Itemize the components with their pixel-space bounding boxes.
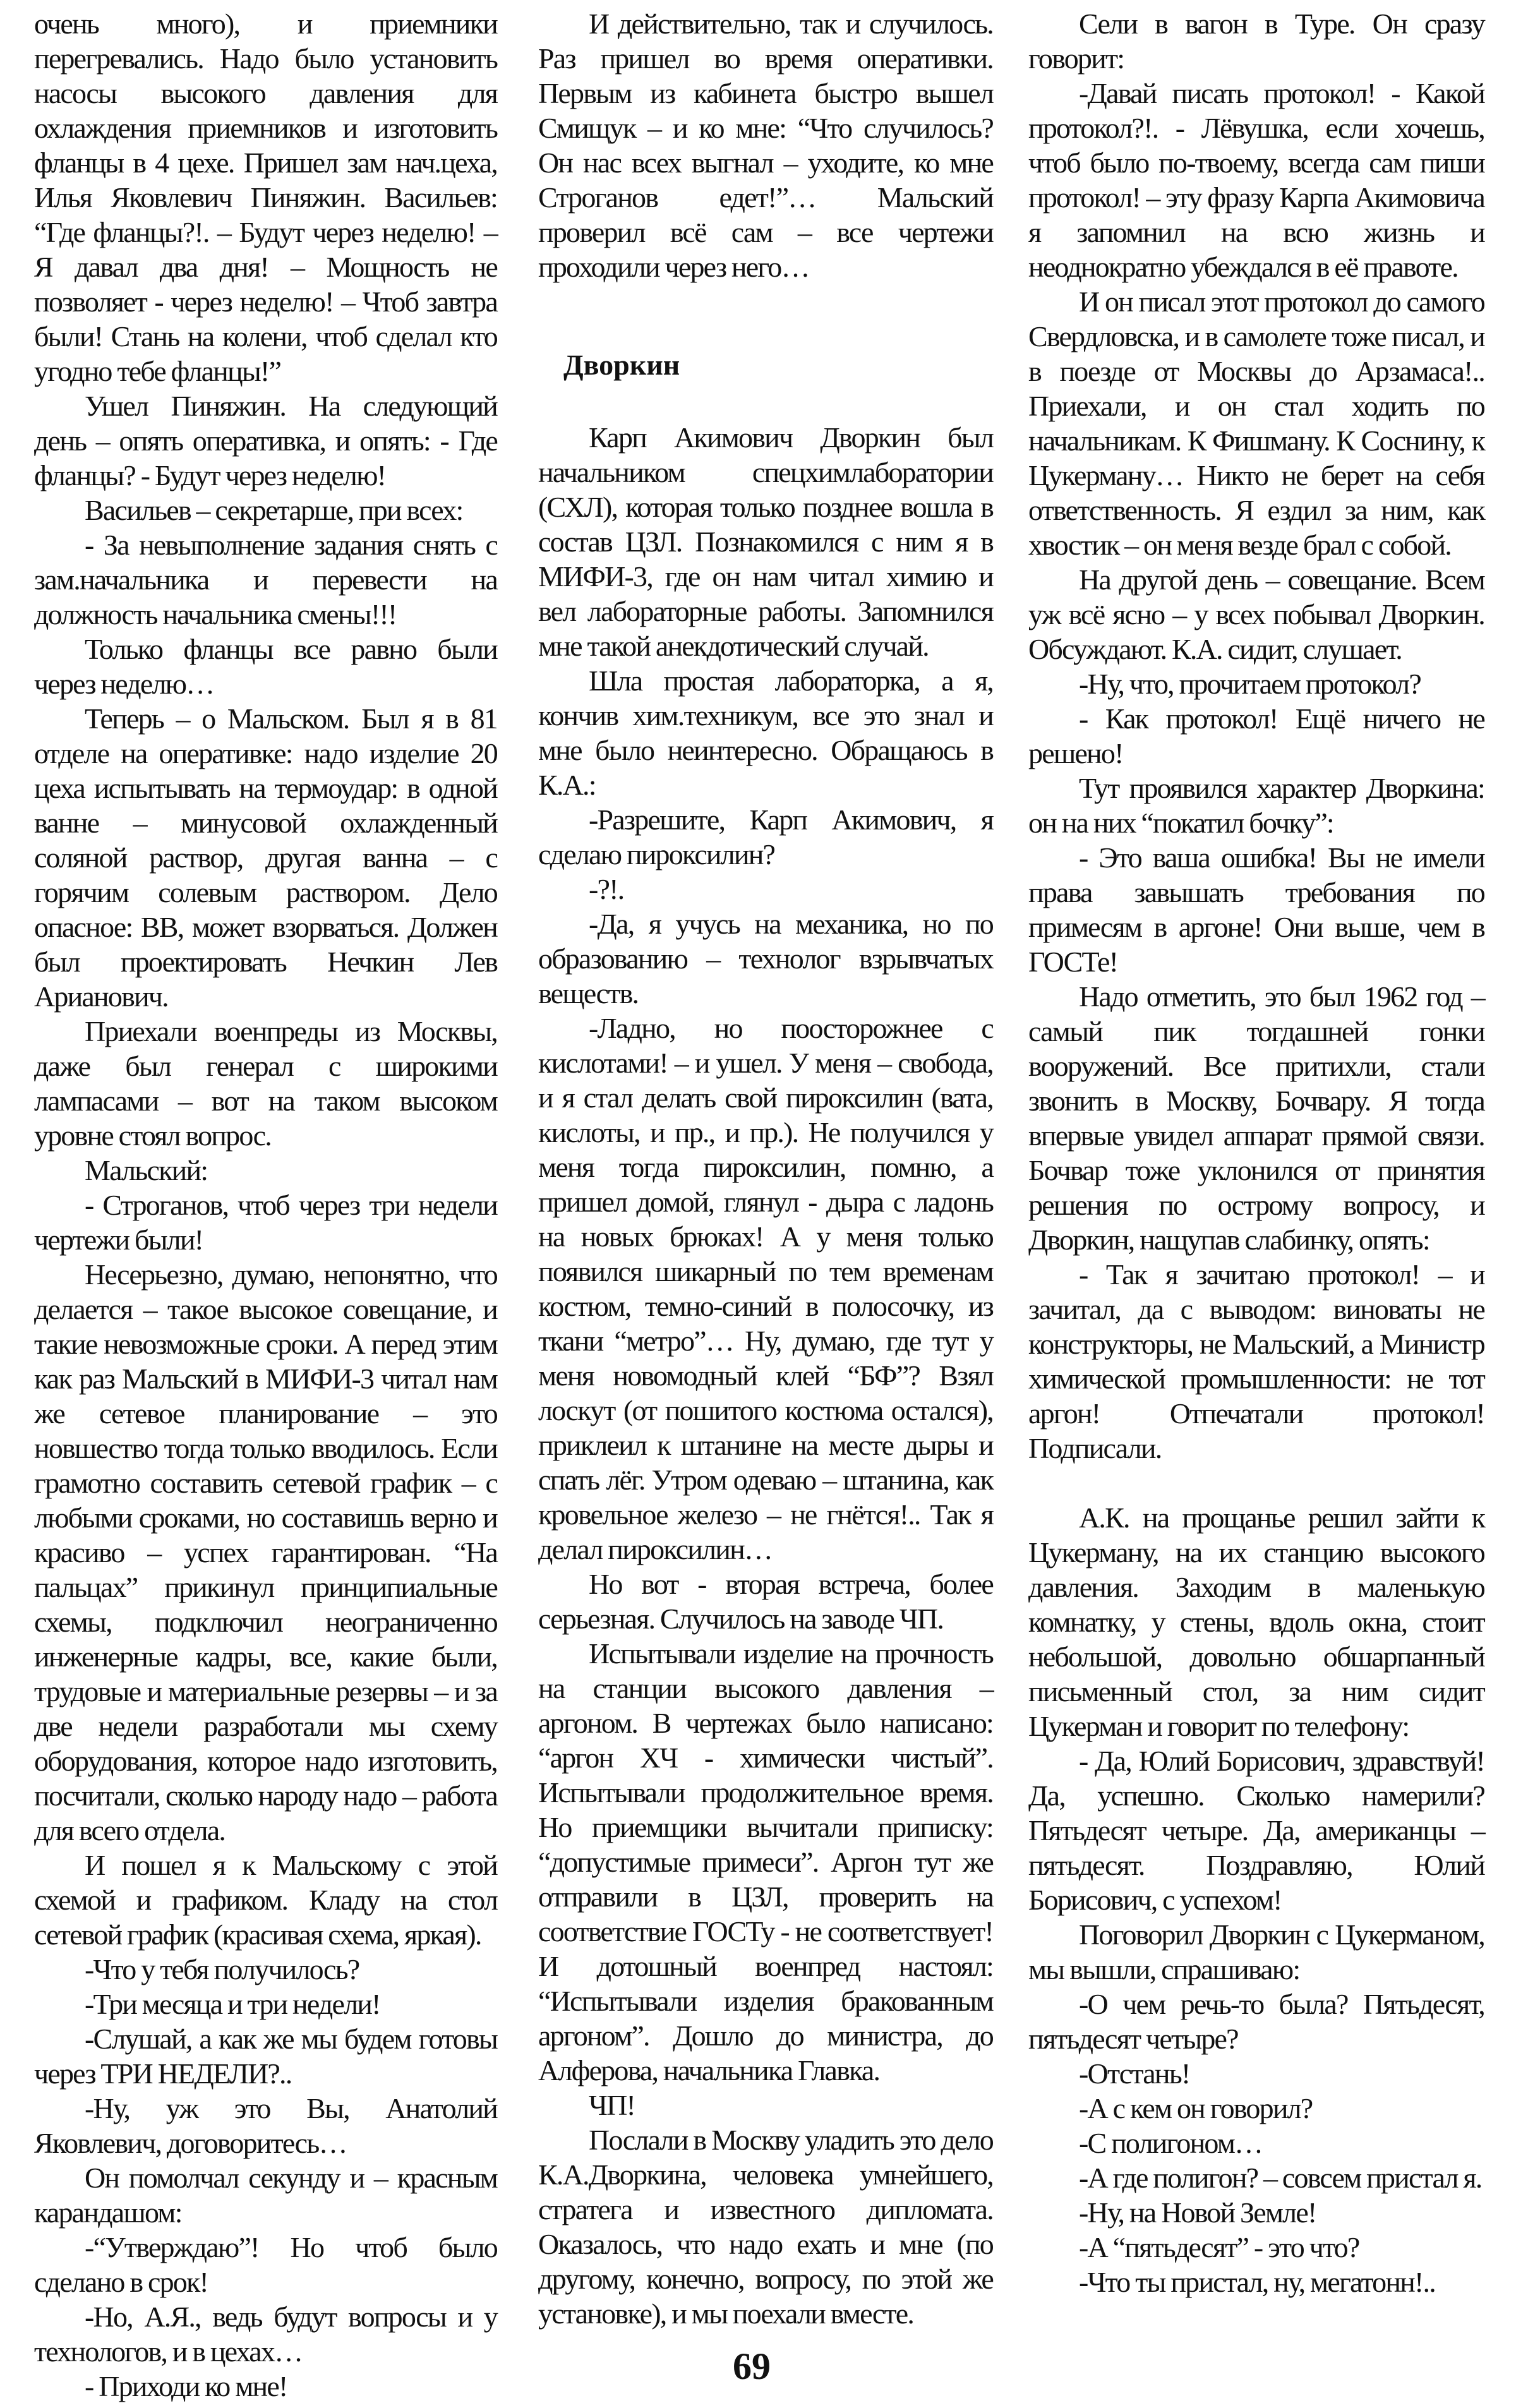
paragraph: На другой день – совещание. Всем уж всё ясно – у всех побывал Дворкин. Обсуждают. К.А. сидит, слушает.	[1028, 563, 1484, 665]
paragraph: -Да, я учусь на механика, но по образованию – технолог взрывчатых веществ.	[538, 908, 993, 1009]
paragraph: -С полигоном…	[1079, 2127, 1263, 2159]
paragraph: Поговорил Дворкин с Цукерманом, мы вышли, спрашиваю:	[1028, 1918, 1484, 1985]
paragraph: Надо отметить, это был 1962 год – самый пик тогдашней гонки вооружений. Все притихли, стали звонить в Москву, Бочвару. Я тогда впервые увидел аппарат прямой связи. Бочвар тоже уклонился от принятия решения по острому вопросу, и Дворкин, нащупав слабинку, опять:	[1028, 980, 1484, 1256]
paragraph: А.К. на прощанье решил зайти к Цукерману, на их станцию высокого давления. Заходим в маленькую комнатку, у стены, вдоль окна, стоит небольшой, довольно обшарпанный письменный стол, за ним сидит Цукерман и говорит по телефону:	[1028, 1502, 1484, 1742]
paragraph: - Приходи ко мне!	[85, 2370, 287, 2402]
paragraph: Послали в Москву уладить это дело К.А.Дворкина, человека умнейшего, стратега и известного дипломата. Оказалось, что надо ехать и мне (по другому, конечно, вопросу, по этой же установке), и мы поехали вместе.	[538, 2124, 993, 2330]
paragraph: -Разрешите, Карп Акимович, я сделаю пироксилин?	[538, 804, 993, 870]
paragraph: -Ладно, но поосторожнее с кислотами! – и ушел. У меня – свобода, и я стал делать свой пироксилин (вата, кислоты, и пр., и пр.). Не получился у меня тогда пироксилин, помню, а пришел домой, глянул - дыра с ладонь на новых брюках! А у меня только появился шикарный по тем временам костюм, темно-синий в полосочку, из ткани “метро”… Ну, думаю, где тут у меня новомодный клей “БФ”? Взял лоскут (от пошитого костюма остался), приклеил к штанине на месте дыры и спать лёг. Утром одеваю – штанина, как кровельное железо – не гнётся!.. Так я делал пироксилин…	[538, 1012, 993, 1565]
paragraph: Васильев – секретарше, при всех:	[85, 494, 463, 526]
paragraph: -“Утверждаю”! Но чтоб было сделано в срок!	[34, 2231, 497, 2298]
paragraph: Шла простая лабораторка, а я, кончив хим.техникум, все это знал и мне было неинтересно. Обращаюсь в К.А.:	[538, 665, 993, 801]
paragraph: -Слушай, а как же мы будем готовы через ТРИ НЕДЕЛИ?..	[34, 2023, 497, 2090]
paragraph: И действительно, так и случилось. Раз пришел во время оперативки. Первым из кабинета быстро вышел Смищук – и ко мне: “Что случилось? Он нас всех выгнал – уходите, ко мне Строганов едет!”… Мальский проверил всё сам – все чертежи проходили через него…	[538, 8, 993, 283]
paragraph: -А где полигон? – совсем пристал я.	[1079, 2162, 1482, 2194]
paragraph: И пошел я к Мальскому с этой схемой и графиком. Кладу на стол сетевой график (красивая схема, яркая).	[34, 1849, 497, 1951]
paragraph: Только фланцы все равно были через неделю…	[34, 633, 497, 700]
paragraph: Приехали военпреды из Москвы, даже был генерал с широкими лампасами – вот на таком высоком уровне стоял вопрос.	[34, 1015, 497, 1152]
paragraph: И он писал этот протокол до самого Свердловска, и в самолете тоже писал, и в поезде от Москвы до Арзамаса!.. Приехали, и он стал ходить по начальникам. К Фишману. К Соснину, к Цукерману… Никто не берет на себя ответственность. Я ездил за ним, как хвостик – он меня везде брал с собой.	[1028, 286, 1484, 561]
text-column-2	[538, 6, 993, 2331]
paragraph: Он помолчал секунду и – красным карандашом:	[34, 2162, 497, 2229]
paragraph: - Так я зачитаю протокол! – и зачитал, да с выводом: виноваты не конструкторы, не Мальский, а Министр химической промышленности: не тот аргон! Отпечатали протокол! Подписали.	[1028, 1258, 1484, 1464]
page-number: 69	[733, 2345, 771, 2387]
paragraph: Ушел Пиняжин. На следующий день – опять оперативка, и опять: - Где фланцы? - Будут через неделю!	[34, 390, 497, 491]
paragraph: -О чем речь-то была? Пятьдесят, пятьдесят четыре?	[1028, 1988, 1484, 2055]
paragraph: -Ну, что, прочитаем протокол?	[1079, 668, 1421, 700]
paragraph: - Это ваша ошибка! Вы не имели права завышать требования по примесям в аргоне! Они выше, чем в ГОСТе!	[1028, 841, 1484, 978]
paragraph: - Строганов, чтоб через три недели чертежи были!	[34, 1189, 497, 1256]
paragraph: -Но, А.Я., ведь будут вопросы и у технологов, и в цехах…	[34, 2301, 497, 2368]
text-column-3	[1028, 6, 1484, 2299]
paragraph: -Что у тебя получилось?	[85, 1953, 359, 1985]
paragraph: -Давай писать протокол! - Какой протокол?!. - Лёвушка, если хочешь, чтоб было по-твоему, всегда сам пиши протокол! – эту фразу Карпа Акимовича я запомнил на всю жизнь и неоднократно убеждался в её правоте.	[1028, 77, 1484, 283]
paragraph: - За невыполнение задания снять с зам.начальника и перевести на должность начальника смены!!!	[34, 529, 497, 630]
paragraph: - Как протокол! Ещё ничего не решено!	[1028, 702, 1484, 769]
paragraph: Но вот - вторая встреча, более серьезная. Случилось на заводе ЧП.	[538, 1568, 993, 1635]
paragraph: Тут проявился характер Дворкина: он на них “покатил бочку”:	[1028, 772, 1484, 839]
paragraph: -Ну, уж это Вы, Анатолий Яковлевич, договоритесь…	[34, 2092, 497, 2159]
section-heading: Дворкин	[563, 349, 680, 381]
paragraph: -Отстань!	[1079, 2057, 1190, 2090]
paragraph: -Три месяца и три недели!	[85, 1988, 380, 2020]
paragraph: Карп Акимович Дворкин был начальником спецхимлаборатории (СХЛ), которая только позднее вошла в состав ЦЗЛ. Познакомился с ним я в МИФИ-3, где он нам читал химию и вел лабораторные работы. Запомнился мне такой анекдотический случай.	[538, 421, 993, 662]
paragraph: Теперь – о Мальском. Был я в 81 отделе на оперативке: надо изделие 20 цеха испытывать на термоудар: в одной ванне – минусовой охлажденный соляной раствор, другая ванна – с горячим солевым раствором. Дело опасное: ВВ, может взорваться. Должен был проектировать Нечкин Лев Арианович.	[34, 702, 497, 1013]
paragraph: -?!.	[589, 873, 624, 905]
paragraph: ЧП!	[589, 2089, 635, 2121]
paragraph: Мальский:	[85, 1154, 208, 1186]
text-column-1	[34, 6, 497, 2404]
paragraph: очень много), и приемники перегревались. Надо было установить насосы высокого давления для охлаждения приемников и изготовить фланцы в 4 цехе. Пришел зам нач.цеха, Илья Яковлевич Пиняжин. Васильев: “Где фланцы?!. – Будут через неделю! – Я давал два дня! – Мощность не позволяет - через неделю! – Чтоб завтра были! Стань на колени, чтоб сделал кто угодно тебе фланцы!”	[34, 8, 497, 387]
paragraph: -Ну, на Новой Земле!	[1079, 2196, 1316, 2229]
paragraph: Несерьезно, думаю, непонятно, что делается – такое высокое совещание, и такие невозможные сроки. А перед этим как раз Мальский в МИФИ-3 читал нам же сетевое планирование – это новшество тогда только вводилось. Если грамотно составить сетевой график – с любыми сроками, но составишь верно и красиво – успех гарантирован. “На пальцах” прикинул принципиальные схемы, подключил неограниченно инженерные кадры, все, какие были, трудовые и материальные резервы – и за две недели разработали мы схему оборудования, которое надо изготовить, посчитали, сколько народу надо – работа для всего отдела.	[34, 1258, 497, 1846]
paragraph: -А с кем он говорил?	[1079, 2092, 1313, 2124]
paragraph: Сели в вагон в Туре. Он сразу говорит:	[1028, 8, 1484, 75]
paragraph: -Что ты пристал, ну, мегатонн!..	[1079, 2266, 1435, 2298]
paragraph: -А “пятьдесят” - это что?	[1079, 2231, 1359, 2263]
paragraph: Испытывали изделие на прочность на станции высокого давления – аргоном. В чертежах было написано: “аргон ХЧ - химически чистый”. Испытывали продолжительное время. Но приемщики вычитали приписку: “допустимые примеси”. Аргон тут же отправили в ЦЗЛ, проверить на соответствие ГОСТу - не соответствует! И дотошный военпред настоял: “Испытывали изделия бракованным аргоном”. Дошло до министра, до Алферова, начальника Главка.	[538, 1637, 993, 2086]
paragraph: - Да, Юлий Борисович, здравствуй! Да, успешно. Сколько намерили? Пятьдесят четыре. Да, американцы – пятьдесят. Поздравляю, Юлий Борисович, с успехом!	[1028, 1745, 1484, 1916]
